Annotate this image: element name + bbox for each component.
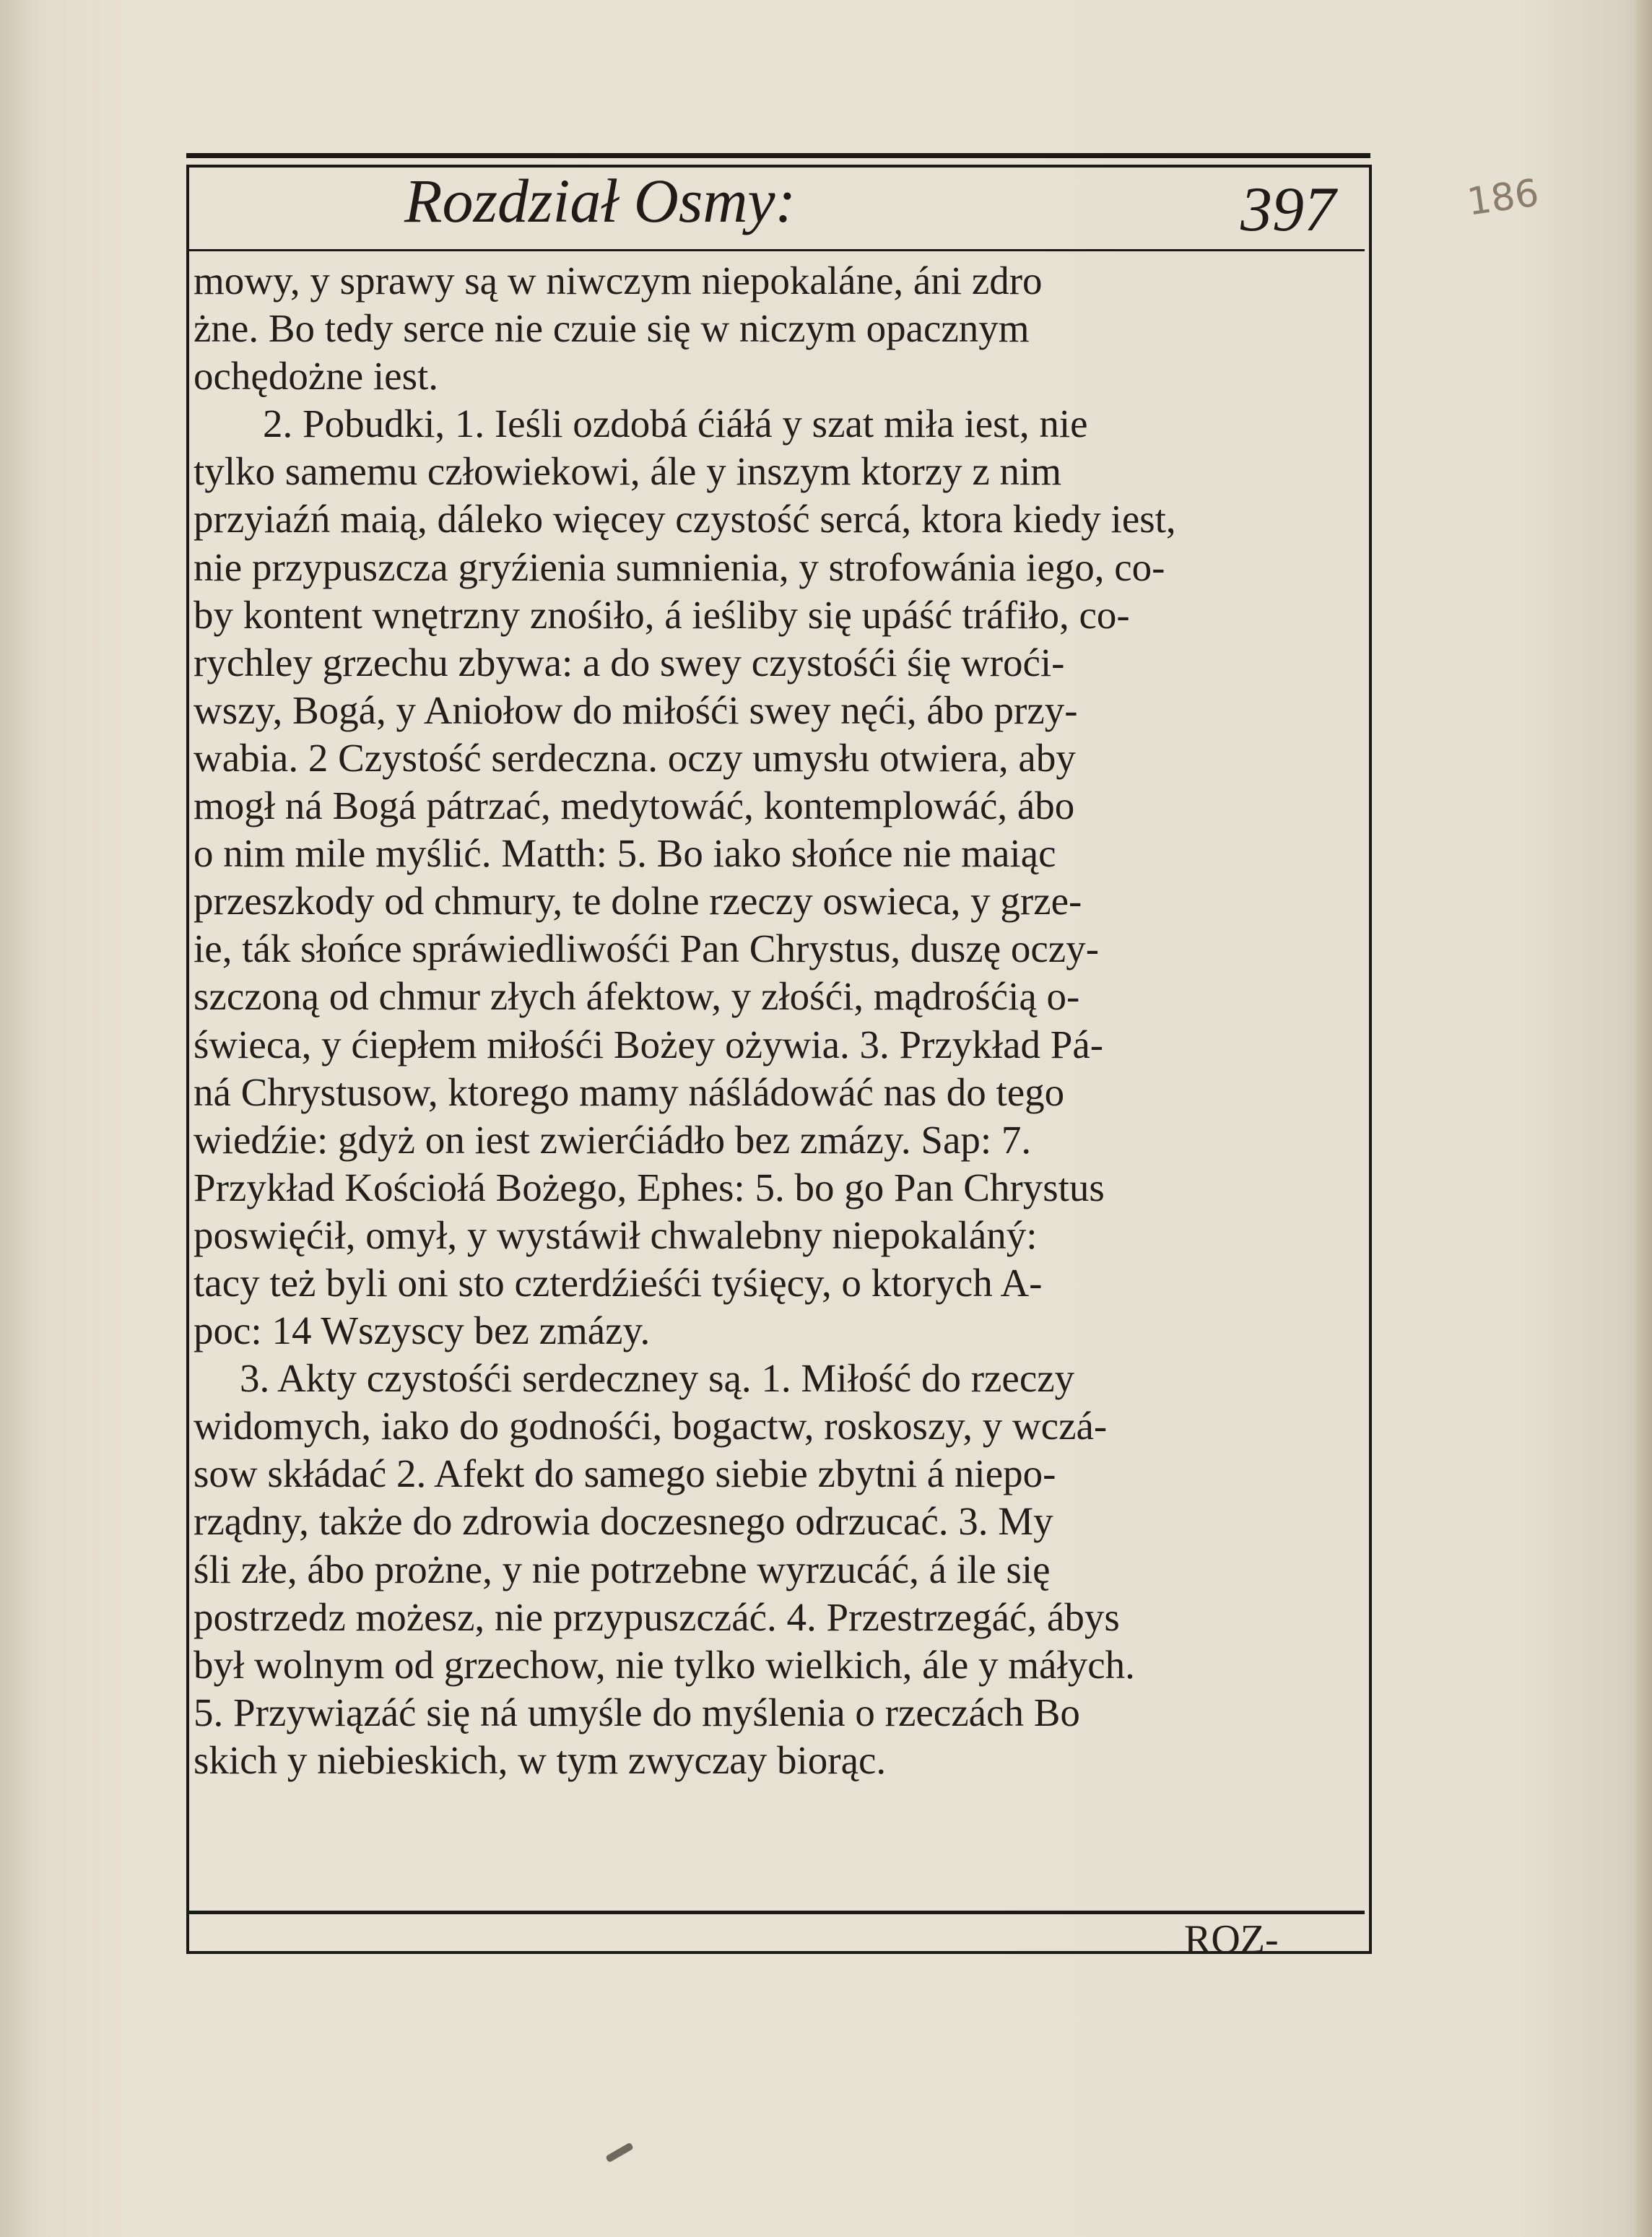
footer-rule: [189, 1911, 1365, 1914]
text-line: Przykład Kościołá Bożego, Ephes: 5. bo go Pan Chrystus: [194, 1165, 1105, 1209]
page-edge: [1636, 0, 1652, 2237]
body-text: [194, 257, 1359, 1784]
text-line: poswięćił, omył, y wystáwił chwalebny niepokaláný:: [194, 1212, 1038, 1257]
header-rule: [189, 249, 1365, 251]
text-line: ochędożne iest.: [194, 354, 439, 399]
running-head: Rozdział Osmy:: [404, 166, 796, 235]
text-line: 5. Przywiązáć się ná umyśle do myślenia o rzeczách Bo: [194, 1690, 1080, 1734]
text-line: postrzedz możesz, nie przypuszczáć. 4. Przestrzegáć, ábys: [194, 1594, 1120, 1639]
text-line: skich y niebieskich, w tym zwyczay biorąc.: [194, 1737, 887, 1782]
text-line: żne. Bo tedy serce nie czuie się w niczym opacznym: [194, 306, 1030, 351]
text-line: śli złe, ábo prożne, y nie potrzebne wyrzucáć, á ile się: [194, 1547, 1051, 1591]
text-line: ná Chrystusow, ktorego mamy náśládowáć nas do tego: [194, 1069, 1065, 1114]
text-line: o nim mile myślić. Matth: 5. Bo iako słońce nie maiąc: [194, 831, 1056, 876]
ink-mark: [605, 2142, 634, 2163]
page-number: 397: [1240, 175, 1336, 245]
text-line: 2. Pobudki, 1. Ieśli ozdobá ćiáłá y szat miła iest, nie: [263, 401, 1088, 446]
text-line: by kontent wnętrzny znośiło, á ieśliby się upáść tráfiło, co-: [194, 592, 1130, 637]
text-line: sow skłádać 2. Afekt do samego siebie zbytni á niepo-: [194, 1451, 1056, 1496]
text-line: był wolnym od grzechow, nie tylko wielkich, ále y máłych.: [194, 1642, 1135, 1687]
text-line: rządny, także do zdrowia doczesnego odrzucać. 3. My: [194, 1499, 1053, 1544]
text-line: świeca, y ćiepłem miłośći Bożey ożywia. 3. Przykład Pá-: [194, 1022, 1104, 1067]
text-line: wszy, Bogá, y Aniołow do miłośći swey nęći, ábo przy-: [194, 687, 1078, 732]
text-line: przyiaźń maią, dáleko więcey czystość sercá, ktora kiedy iest,: [194, 497, 1176, 542]
text-line: widomych, iako do godnośći, bogactw, roskoszy, y wczá-: [194, 1404, 1108, 1448]
text-line: tylko samemu człowiekowi, ále y inszym ktorzy z nim: [194, 449, 1062, 494]
text-line: wiedźie: gdyż on iest zwierćiádło bez zmázy. Sap: 7.: [194, 1117, 1032, 1162]
text-line: przeszkody od chmury, te dolne rzeczy oswieca, y grze-: [194, 879, 1082, 924]
text-line: szczoną od chmur złych áfektow, y złośći, mądrośćią o-: [194, 974, 1080, 1019]
top-border-rule: [186, 153, 1370, 158]
catchword: ROZ-: [1184, 1917, 1279, 1962]
text-line: rychley grzechu zbywa: a do swey czystośći śię wroći-: [194, 640, 1065, 685]
text-line: nie przypuszcza gryźienia sumnienia, y strofowánia iego, co-: [194, 544, 1165, 589]
text-line: mogł ná Bogá pátrzać, medytowáć, kontemplowáć, ábo: [194, 783, 1075, 828]
text-line: wabia. 2 Czystość serdeczna. oczy umysłu otwiera, aby: [194, 735, 1076, 780]
text-line: poc: 14 Wszyscy bez zmázy.: [194, 1308, 651, 1353]
text-line: tacy też byli oni sto czterdźieśći tyśięcy, o ktorych A-: [194, 1260, 1043, 1305]
handwritten-folio-number: 186: [1464, 171, 1542, 225]
text-line: 3. Akty czystośći serdeczney są. 1. Miłość do rzeczy: [240, 1356, 1075, 1401]
text-line: ie, ták słońce spráwiedliwośći Pan Chrystus, duszę oczy-: [194, 926, 1100, 971]
text-line: mowy, y sprawy są w niwczym niepokaláne, áni zdro: [194, 259, 1043, 303]
